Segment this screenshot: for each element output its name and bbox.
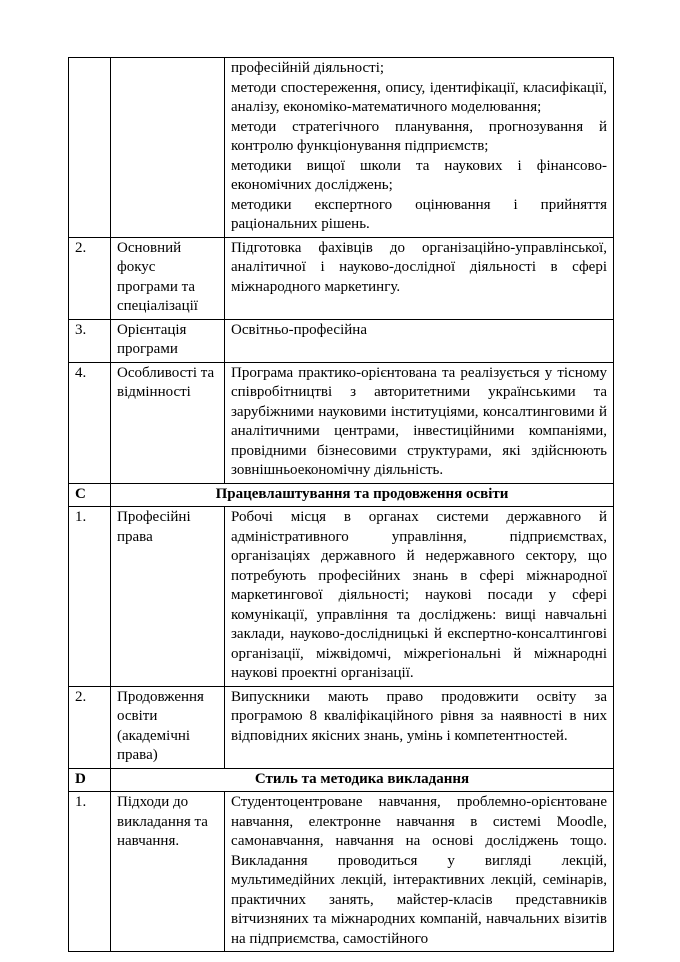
row-number-cell: 3. [69, 319, 111, 362]
table-row [69, 507, 614, 687]
row-content-cell [225, 362, 614, 483]
content-paragraph: Студентоцентроване навчання, проблемно-орієнтоване навчання, електронне навчання в системі Moodle, самонавчання, навчання на основі досліджень тощо. Викладання проводиться у вигляді лекцій, мультимедійних лекцій, інтерактивних лекцій, семінарів, практичних занять, майстер-класів представників вітчизняних та міжнародних компаній, навчальних візитів на підприємства, самостійного [231, 794, 607, 947]
row-number-cell: 4. [69, 362, 111, 483]
section-row [69, 483, 614, 507]
row-content-cell [225, 507, 614, 687]
row-label-cell: Особливості та відмінності [111, 362, 225, 483]
row-content-cell [225, 319, 614, 362]
section-title-cell: Стиль та методика викладання [111, 768, 614, 792]
table-row [69, 319, 614, 362]
row-content-cell [225, 686, 614, 768]
row-number-cell: 2. [69, 237, 111, 319]
row-content-cell [225, 792, 614, 952]
row-number-cell [69, 58, 111, 238]
section-letter-cell: C [69, 483, 111, 507]
program-description-table [68, 57, 614, 952]
section-letter-cell: D [69, 768, 111, 792]
content-paragraph: методики експертного оцінювання і прийняття раціональних рішень. [231, 196, 607, 232]
row-content-cell [225, 58, 614, 238]
row-number-cell: 2. [69, 686, 111, 768]
row-content-cell [225, 237, 614, 319]
program-table-body [69, 58, 614, 952]
content-paragraph: методи стратегічного планування, прогнозування й контролю функціонування підприємств; [231, 118, 607, 154]
table-row [69, 362, 614, 483]
content-paragraph: Програма практико-орієнтована та реалізується у тісному співробітництві з авторитетними українськими та зарубіжними науковими інституціями, консалтинговими й аналітичними центрами, інвестиційними компаніями, провідними бізнесовими структурами, які здійснюють зовнішньоекономічну діяльність. [231, 364, 607, 478]
table-row [69, 792, 614, 952]
content-paragraph: Випускники мають право продовжити освіту за програмою 8 кваліфікаційного рівня за наявності в них відповідних якісних знань, умінь і компетентностей. [231, 688, 607, 744]
content-paragraph: Освітньо-професійна [231, 321, 367, 338]
row-label-cell: Орієнтація програми [111, 319, 225, 362]
section-row [69, 768, 614, 792]
content-paragraph: Робочі місця в органах системи державного й адміністративного управління, підприємствах, організаціях державного й недержавного сектору, що потребують професійних знань в сфері міжнародної маркетингової діяльності; наукові посади у сфері комунікації, управління та досліджень: вищі навчальні заклади, науково-дослідницькі й експертно-консалтингові організації, міжвідомчі, міжрегіональні й міжнародні наукові проектні організації. [231, 509, 607, 681]
content-paragraph: методики вищої школи та наукових і фінансово-економічних досліджень; [231, 157, 607, 193]
content-paragraph: професійній діяльності; [231, 60, 385, 76]
table-row [69, 58, 614, 238]
row-number-cell: 1. [69, 792, 111, 952]
row-label-cell [111, 58, 225, 238]
row-number-cell: 1. [69, 507, 111, 687]
content-paragraph: Підготовка фахівців до організаційно-управлінської, аналітичної і науково-дослідної діяльності в сфері міжнародного маркетингу. [231, 239, 607, 295]
row-label-cell: Основний фокус програми та спеціалізації [111, 237, 225, 319]
section-title-cell: Працевлаштування та продовження освіти [111, 483, 614, 507]
row-label-cell: Продовження освіти (академічні права) [111, 686, 225, 768]
row-label-cell: Професійні права [111, 507, 225, 687]
table-row [69, 237, 614, 319]
content-paragraph: методи спостереження, опису, ідентифікації, класифікації, аналізу, економіко-математичного моделювання; [231, 79, 607, 115]
row-label-cell: Підходи до викладання та навчання. [111, 792, 225, 952]
table-row [69, 686, 614, 768]
